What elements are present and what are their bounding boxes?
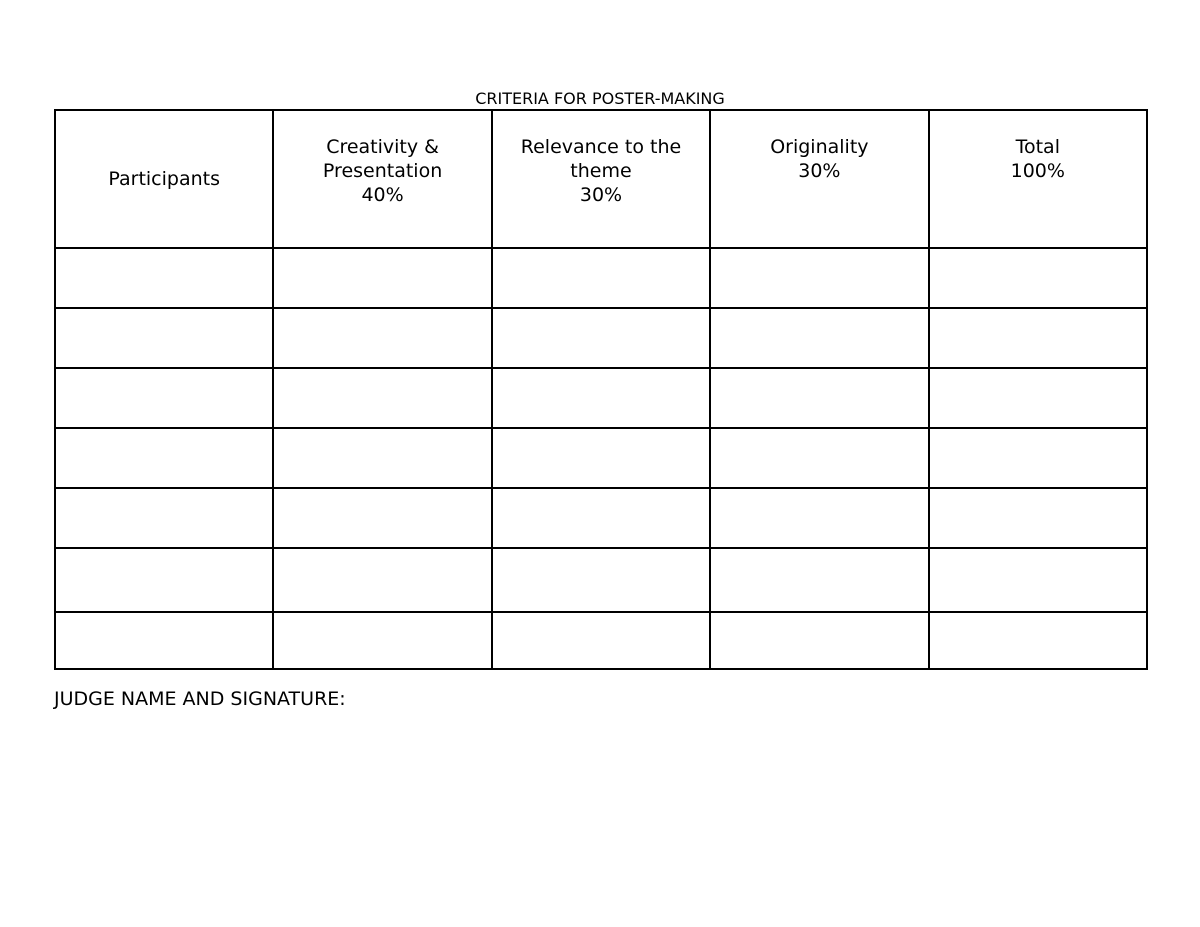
cell-participant[interactable] [55,488,273,548]
cell-total-score[interactable] [929,248,1147,308]
cell-relevance-score[interactable] [492,308,710,368]
table-row [55,428,1147,488]
header-relevance-weight: 30% [579,184,623,206]
criteria-table [54,109,1148,670]
cell-participant[interactable] [55,612,273,669]
cell-relevance-score[interactable] [492,248,710,308]
table-row [55,612,1147,669]
cell-participant[interactable] [55,548,273,612]
table-row [55,368,1147,428]
cell-creativity-score[interactable] [273,612,491,669]
cell-total-score[interactable] [929,368,1147,428]
cell-originality-score[interactable] [710,548,928,612]
judge-name-signature-label: JUDGE NAME AND SIGNATURE: [54,688,346,710]
header-creativity-presentation [273,110,491,248]
table-row [55,308,1147,368]
header-total-weight: 100% [1010,160,1065,182]
cell-creativity-score[interactable] [273,548,491,612]
cell-total-score[interactable] [929,428,1147,488]
cell-participant[interactable] [55,248,273,308]
header-participants-label: Participants [108,168,220,190]
cell-relevance-score[interactable] [492,548,710,612]
header-creativity-weight: 40% [361,184,404,206]
cell-relevance-score[interactable] [492,428,710,488]
cell-creativity-score[interactable] [273,368,491,428]
header-total [929,110,1147,248]
cell-creativity-score[interactable] [273,428,491,488]
cell-creativity-score[interactable] [273,308,491,368]
cell-participant[interactable] [55,368,273,428]
cell-relevance-score[interactable] [492,488,710,548]
header-creativity-label-line1: Creativity & [326,136,439,158]
cell-originality-score[interactable] [710,428,928,488]
table-row [55,488,1147,548]
cell-creativity-score[interactable] [273,488,491,548]
cell-total-score[interactable] [929,612,1147,669]
cell-originality-score[interactable] [710,368,928,428]
table-row [55,548,1147,612]
header-participants [55,110,273,248]
cell-originality-score[interactable] [710,308,928,368]
cell-total-score[interactable] [929,308,1147,368]
cell-relevance-score[interactable] [492,368,710,428]
cell-total-score[interactable] [929,488,1147,548]
cell-originality-score[interactable] [710,612,928,669]
cell-relevance-score[interactable] [492,612,710,669]
cell-originality-score[interactable] [710,248,928,308]
header-relevance-label-line2: theme [570,160,632,182]
header-total-label: Total [1015,136,1060,158]
header-relevance [492,110,710,248]
cell-originality-score[interactable] [710,488,928,548]
table-header-row [55,110,1147,248]
header-originality [710,110,928,248]
header-relevance-label-line1: Relevance to the [520,136,682,158]
table-row [55,248,1147,308]
header-creativity-label-line2: Presentation [322,160,443,182]
cell-total-score[interactable] [929,548,1147,612]
cell-creativity-score[interactable] [273,248,491,308]
cell-participant[interactable] [55,428,273,488]
header-originality-label: Originality [770,136,869,158]
cell-participant[interactable] [55,308,273,368]
header-originality-weight: 30% [798,160,841,182]
document-title: CRITERIA FOR POSTER-MAKING [475,89,725,108]
